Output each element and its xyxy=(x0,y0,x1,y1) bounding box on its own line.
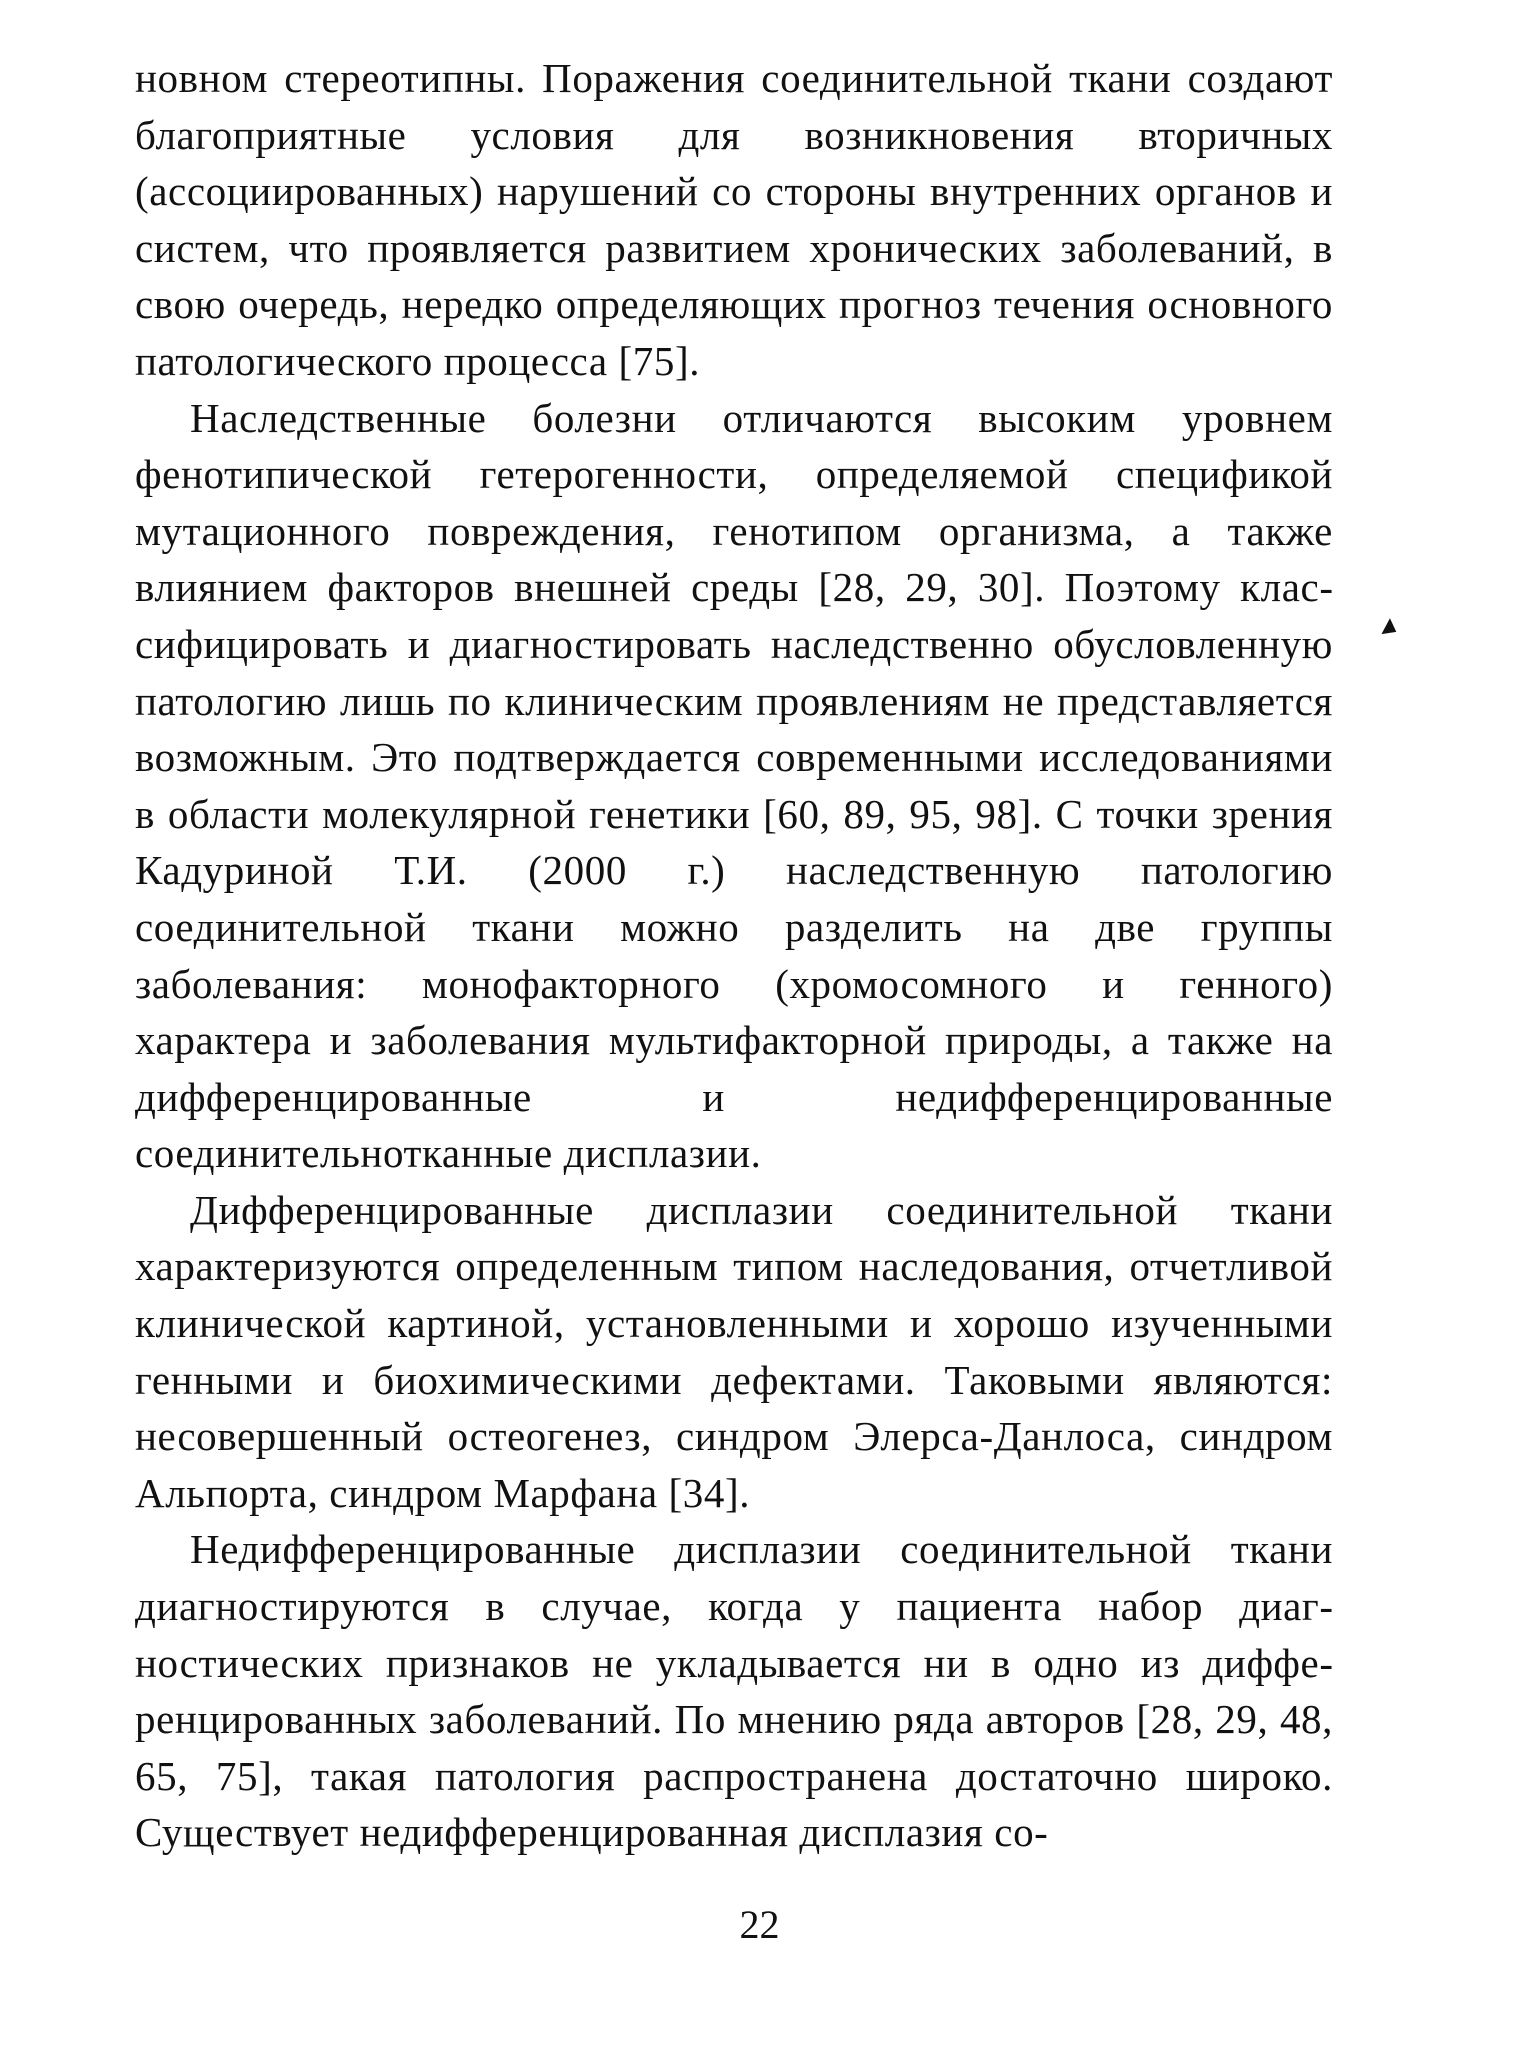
page-number: 22 xyxy=(739,1902,780,1947)
margin-arrow-mark-icon xyxy=(1381,618,1400,640)
body-text xyxy=(135,50,1333,1861)
paragraph-1: новном стереотипны. Поражения соединительной ткани создают благоприятные условия для возникновения вторичных (ассоциированных) нарушений со стороны внутренних органов и систем, что проявляется развитием хронических заболеваний, в свою очередь, нередко определяющих прогноз течения основного патологического процесса [75]. xyxy=(135,55,1333,384)
paragraph-3: Дифференцированные дисплазии соединительной ткани характеризуются определенным типом наследования, отчетливой клинической картиной, установленными и хорошо изученными генными и биохимическими дефектами. Таковыми являются: несовершенный остеогенез, синдром Элерса-Данлоса, синдром Альпорта, синдром Марфана [34]. xyxy=(135,1186,1333,1516)
paragraph-4: Недифференцированные дисплазии соединительной ткани диагностируются в случае, когда у пациента набор диагностических признаков не укладывается ни в одно из дифференцированных заболеваний. По мнению ряда авторов [28, 29, 48, 65, 75], такая патология распространена достаточно широко. Существует недифференцированная дисплазия со- xyxy=(135,1526,1333,1856)
paragraph-2: Наследственные болезни отличаются высоким уровнем фенотипической гетерогенности, определяемой спецификой мутационного повреждения, генотипом организма, а также влиянием факторов внешней среды [28, 29, 30]. Поэтому классифицировать и диагностировать наследственно обусловленную патологию лишь по клиническим проявлениям не представляется возможным. Это подтверждается современными исследованиями в области молекулярной генетики [60, 89, 95, 98]. С точки зрения Кадуриной Т.И. (2000 г.) наследственную патологию соединительной ткани можно разделить на две группы заболевания: монофакторного (хромосомного и генного) характера и заболевания мультифакторной природы, а также на дифференцированные и недифференцированные соединительнотканные дисплазии. xyxy=(135,394,1333,1177)
